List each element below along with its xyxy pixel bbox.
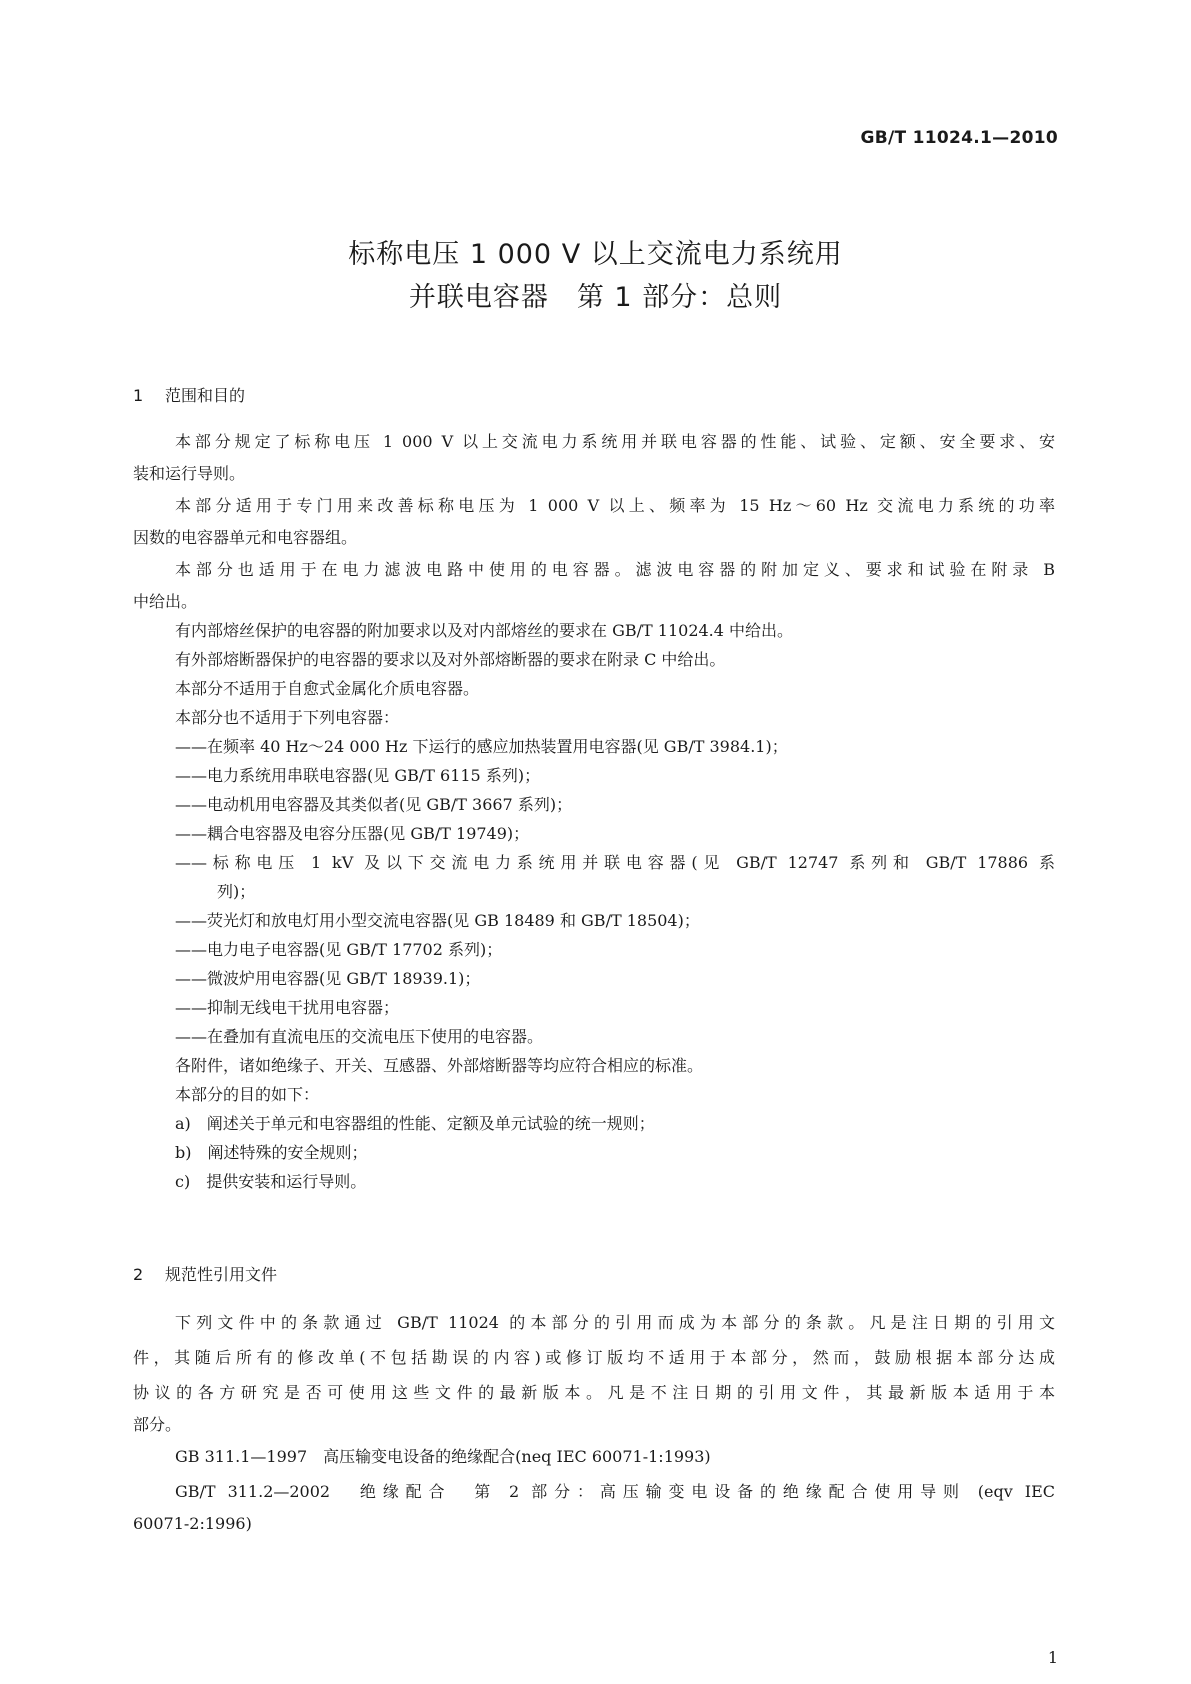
list-item: ——荧光灯和放电灯用小型交流电容器(见 GB 18489 和 GB/T 18504)；: [175, 911, 700, 930]
paragraph-line: 本部分不适用于自愈式金属化介质电容器。: [175, 679, 480, 698]
list-item: ——抑制无线电干扰用电容器；: [175, 998, 400, 1017]
paragraph-line: 本部分规定了标称电压 1 000 V 以上交流电力系统用并联电容器的性能、试验、定额、安全要求、安: [175, 432, 1055, 451]
standard-number: GB/T 11024.1—2010: [860, 128, 1058, 148]
list-item: ——在叠加有直流电压的交流电压下使用的电容器。: [175, 1027, 544, 1046]
title-line-2: 并联电容器 第 1 部分：总则: [408, 282, 783, 313]
reference-entry: GB/T 311.2—2002 绝缘配合 第 2 部分：高压输变电设备的绝缘配合使用导则 (eqv IEC: [175, 1482, 1055, 1501]
section-1-heading: [133, 383, 245, 406]
paragraph-line: 装和运行导则。: [133, 464, 246, 483]
section-1-body: [133, 424, 1055, 1196]
reference-entry: GB 311.1—1997 高压输变电设备的绝缘配合(neq IEC 60071-1:1993): [175, 1447, 711, 1466]
paragraph-line: 件，其随后所有的修改单(不包括勘误的内容)或修订版均不适用于本部分，然而，鼓励根据本部分达成: [133, 1348, 1055, 1367]
paragraph-line: 中给出。: [133, 592, 198, 611]
list-item: ——微波炉用电容器(见 GB/T 18939.1)；: [175, 969, 481, 988]
paragraph-line: 部分。: [133, 1415, 182, 1434]
paragraph-line: 本部分适用于专门用来改善标称电压为 1 000 V 以上、频率为 15 Hz～60 Hz 交流电力系统的功率: [175, 496, 1055, 515]
section-1-title: 范围和目的: [165, 386, 246, 405]
paragraph-line: 本部分的目的如下：: [175, 1085, 320, 1104]
section-1-number: 1: [133, 386, 144, 405]
paragraph-line: 因数的电容器单元和电容器组。: [133, 528, 358, 547]
list-item: ——耦合电容器及电容分压器(见 GB/T 19749)；: [175, 824, 530, 843]
section-2-title: 规范性引用文件: [165, 1265, 278, 1284]
section-2-body: [133, 1305, 1055, 1538]
section-2-heading: [133, 1262, 277, 1285]
paragraph-line: 本部分也不适用于下列电容器：: [175, 708, 400, 727]
list-item: a) 阐述关于单元和电容器组的性能、定额及单元试验的统一规则；: [175, 1114, 655, 1133]
list-item: c) 提供安装和运行导则。: [175, 1172, 367, 1191]
paragraph-line: 有内部熔丝保护的电容器的附加要求以及对内部熔丝的要求在 GB/T 11024.4 中给出。: [175, 621, 794, 640]
list-item: ——电力系统用串联电容器(见 GB/T 6115 系列)；: [175, 766, 541, 785]
reference-entry-continuation: 60071-2:1996): [133, 1514, 252, 1533]
list-item: ——标称电压 1 kV 及以下交流电力系统用并联电容器(见 GB/T 12747 系列和 GB/T 17886 系: [175, 853, 1055, 872]
list-item: ——电动机用电容器及其类似者(见 GB/T 3667 系列)；: [175, 795, 573, 814]
paragraph-line: 下列文件中的条款通过 GB/T 11024 的本部分的引用而成为本部分的条款。凡是注日期的引用文: [175, 1313, 1055, 1332]
list-item-continuation: 列)；: [217, 882, 256, 901]
list-item: ——电力电子电容器(见 GB/T 17702 系列)；: [175, 940, 503, 959]
paragraph-line: 有外部熔断器保护的电容器的要求以及对外部熔断器的要求在附录 C 中给出。: [175, 650, 726, 669]
paragraph-line: 本部分也适用于在电力滤波电路中使用的电容器。滤波电容器的附加定义、要求和试验在附录 B: [175, 560, 1055, 579]
paragraph-line: 各附件，诸如绝缘子、开关、互感器、外部熔断器等均应符合相应的标准。: [175, 1056, 704, 1075]
paragraph-line: 协议的各方研究是否可使用这些文件的最新版本。凡是不注日期的引用文件，其最新版本适用于本: [133, 1383, 1055, 1402]
list-item: ——在频率 40 Hz～24 000 Hz 下运行的感应加热装置用电容器(见 GB/T 3984.1)；: [175, 737, 788, 756]
list-item: b) 阐述特殊的安全规则；: [175, 1143, 368, 1162]
section-2-number: 2: [133, 1265, 144, 1284]
title-line-1: 标称电压 1 000 V 以上交流电力系统用: [348, 239, 843, 270]
page-number: 1: [1047, 1648, 1058, 1667]
